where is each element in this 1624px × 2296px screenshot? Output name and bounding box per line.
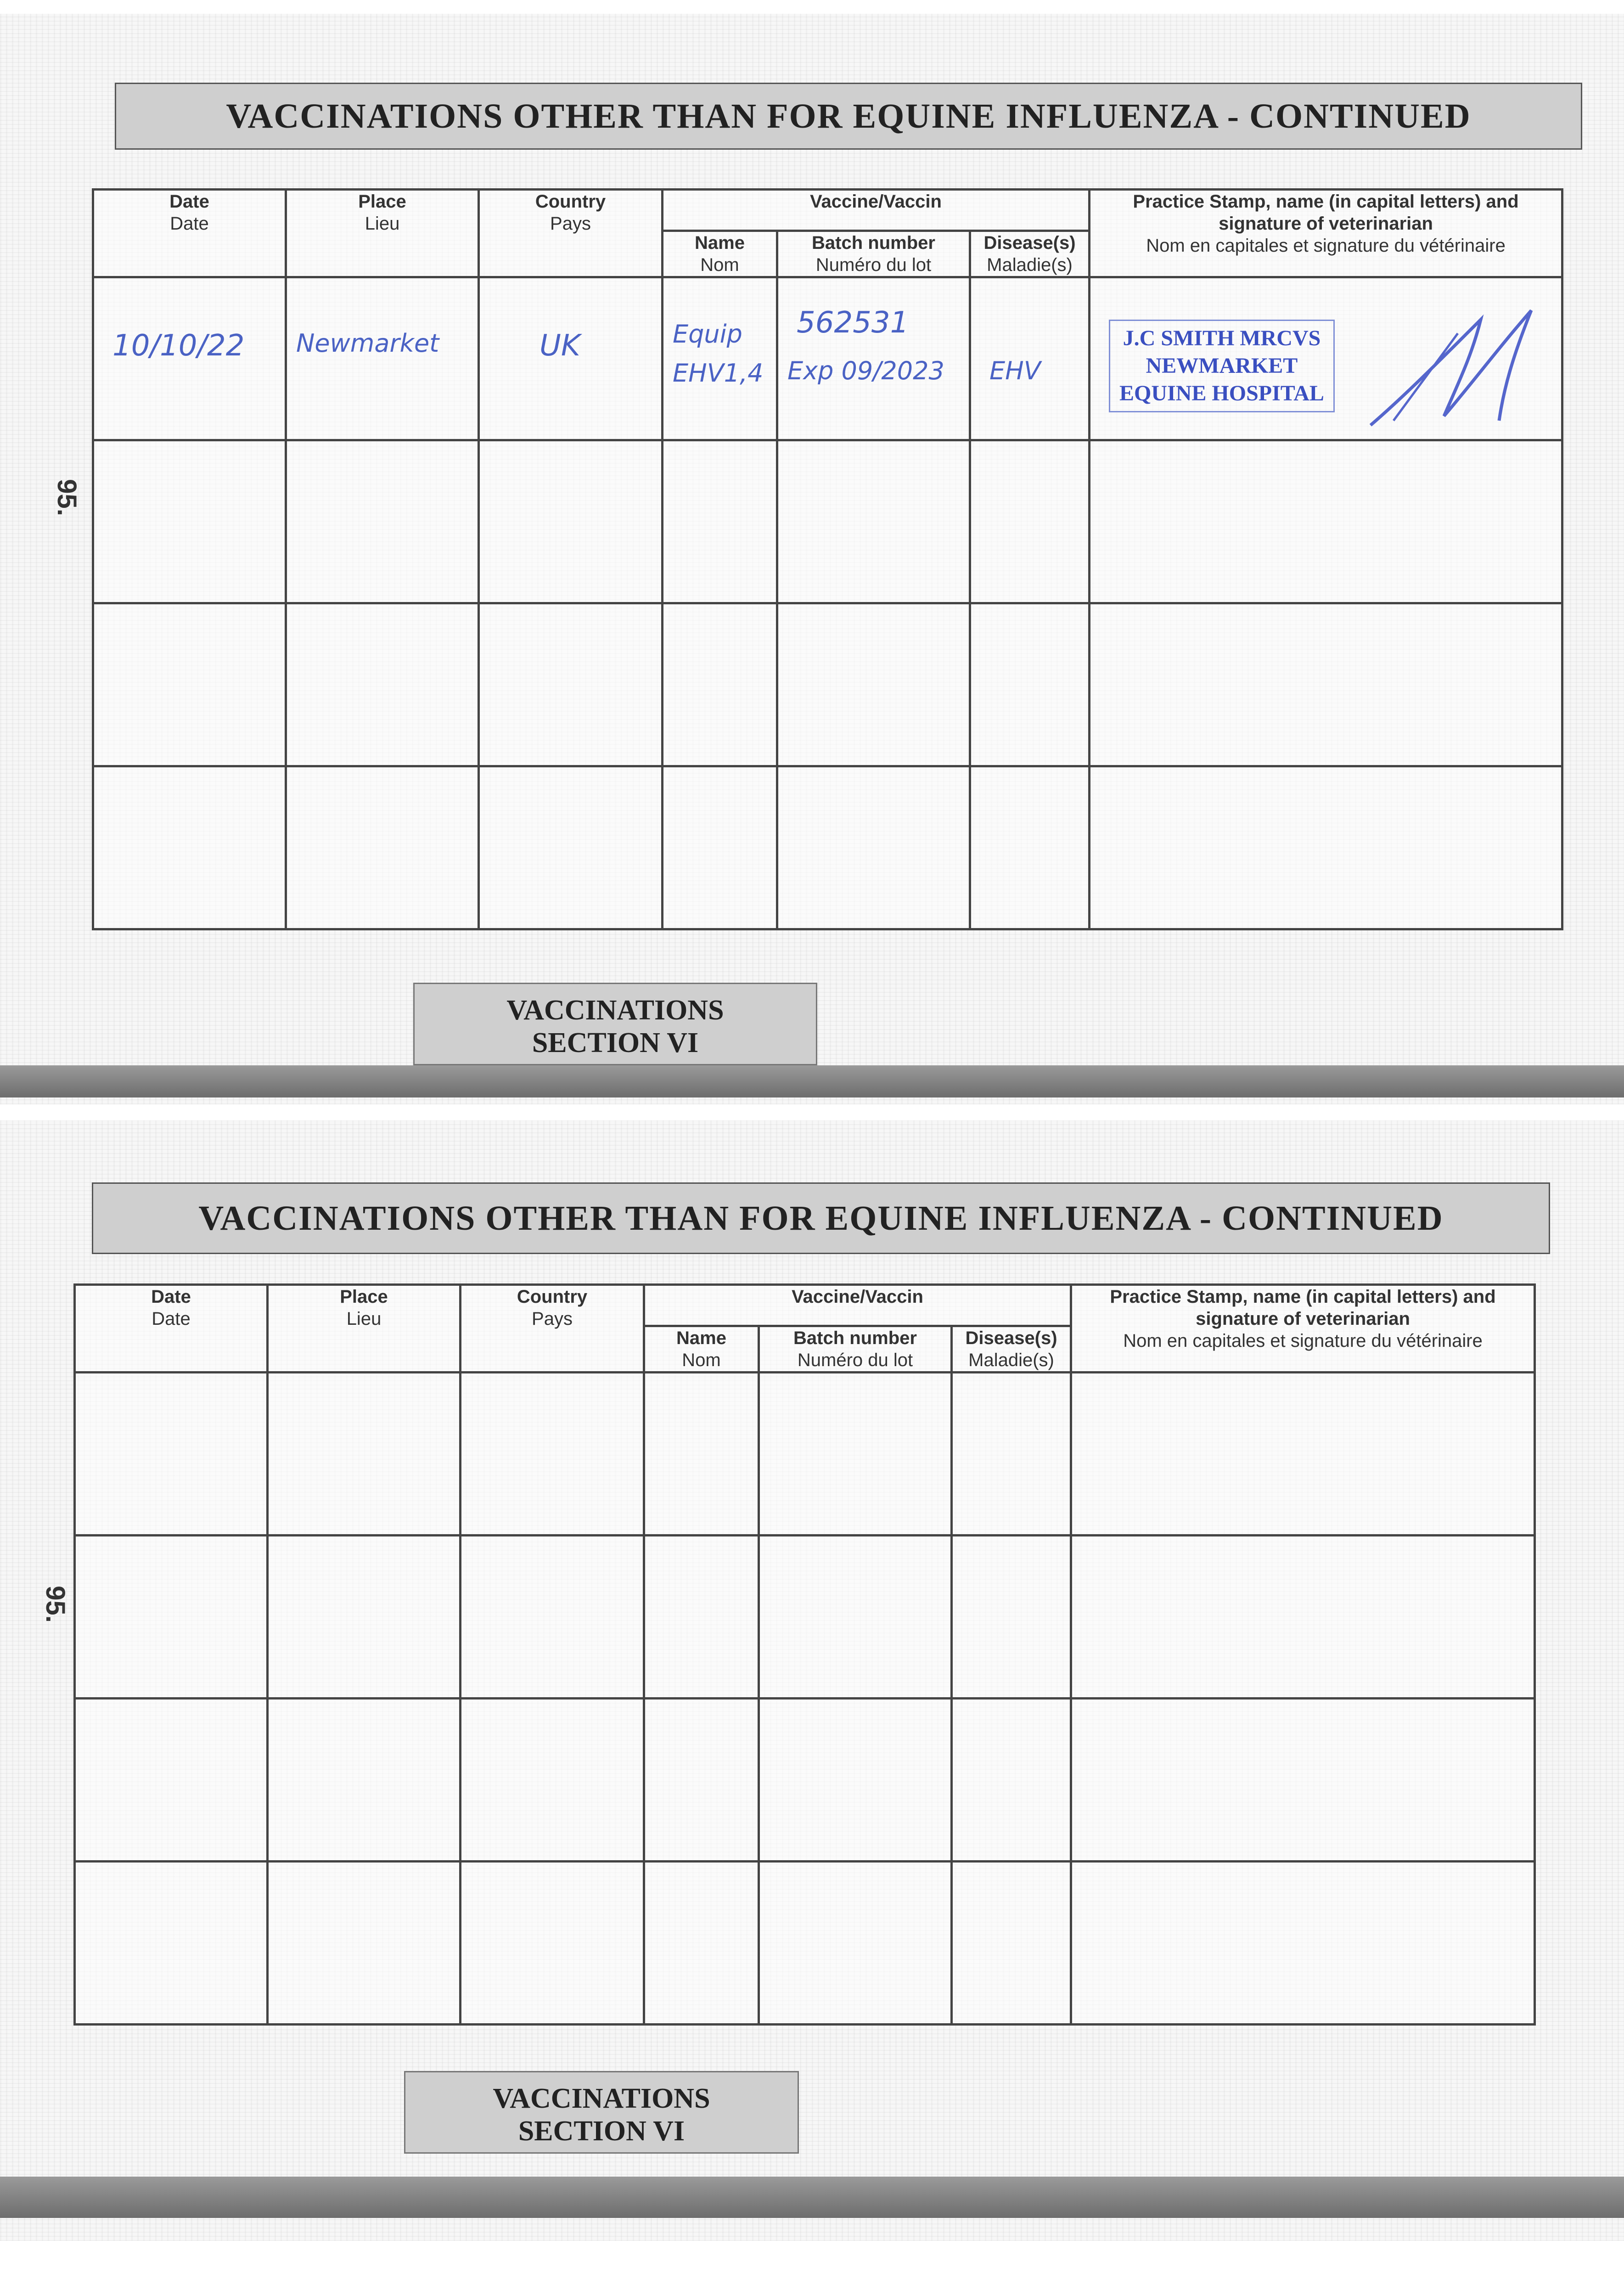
entry-name-line2: EHV1,4: [673, 359, 764, 388]
table-row: [75, 1699, 1535, 1862]
table-row: [93, 277, 1562, 440]
entry-disease: EHV: [989, 356, 1041, 385]
header-disease: Disease(s) Maladie(s): [952, 1326, 1071, 1373]
table-row: [75, 1862, 1535, 2025]
passport-page-lower: [0, 1120, 1624, 2241]
header-place: Place Lieu: [286, 190, 479, 277]
entry-country: UK: [539, 329, 580, 363]
header-vaccine: Vaccine/Vaccin: [644, 1285, 1071, 1326]
cell-date: [93, 277, 286, 440]
header-vaccine-name: Name Nom: [663, 231, 777, 277]
header-batch-number: Batch number Numéro du lot: [777, 231, 970, 277]
entry-batch-line1: 562531: [797, 306, 909, 340]
page-number: 95.: [51, 479, 82, 516]
scan-edge-strip: [0, 2177, 1624, 2218]
header-practice-stamp: Practice Stamp, name (in capital letters) and signature of veterinarian Nom en capitales et signature du vétérinaire: [1090, 190, 1562, 277]
cell-disease: [970, 277, 1090, 440]
header-place: Place Lieu: [268, 1285, 461, 1373]
header-country: Country Pays: [461, 1285, 644, 1373]
section-title-banner: VACCINATIONS OTHER THAN FOR EQUINE INFLUENZA - CONTINUED: [115, 83, 1582, 150]
section-footer-tab: VACCINATIONS SECTION VI: [413, 983, 817, 1065]
passport-page-upper: [0, 14, 1624, 1104]
header-practice-stamp: Practice Stamp, name (in capital letters) and signature of veterinarian Nom en capitales et signature du vétérinaire: [1071, 1285, 1535, 1373]
table-row: [93, 766, 1562, 929]
cell-country: [479, 277, 663, 440]
entry-date: 10/10/22: [112, 329, 245, 363]
vaccination-table: [73, 1283, 1536, 2026]
header-batch-number: Batch number Numéro du lot: [759, 1326, 952, 1373]
cell-stamp: [1090, 277, 1562, 440]
header-country: Country Pays: [479, 190, 663, 277]
header-vaccine-name: Name Nom: [644, 1326, 759, 1373]
section-footer-tab: VACCINATIONS SECTION VI: [404, 2071, 799, 2154]
page-number: 95.: [40, 1586, 70, 1623]
vaccination-table: [92, 188, 1563, 930]
cell-batch: [777, 277, 970, 440]
scan-edge-strip: [0, 1065, 1624, 1097]
entry-place: Newmarket: [296, 329, 439, 358]
header-date: Date Date: [75, 1285, 268, 1373]
header-date: Date Date: [93, 190, 286, 277]
section-title-banner: VACCINATIONS OTHER THAN FOR EQUINE INFLUENZA - CONTINUED: [92, 1182, 1550, 1254]
table-row: [93, 440, 1562, 603]
veterinarian-signature: [1366, 306, 1540, 434]
cell-vaccine-name: [663, 277, 777, 440]
table-row: [75, 1373, 1535, 1536]
header-disease: Disease(s) Maladie(s): [970, 231, 1090, 277]
cell-place: [286, 277, 479, 440]
table-row: [75, 1536, 1535, 1699]
practice-stamp: J.C SMITH MRCVS NEWMARKET EQUINE HOSPITAL: [1109, 320, 1335, 412]
header-vaccine: Vaccine/Vaccin: [663, 190, 1090, 231]
entry-batch-line2: Exp 09/2023: [787, 356, 944, 385]
table-row: [93, 603, 1562, 766]
entry-name-line1: Equip: [673, 320, 742, 349]
